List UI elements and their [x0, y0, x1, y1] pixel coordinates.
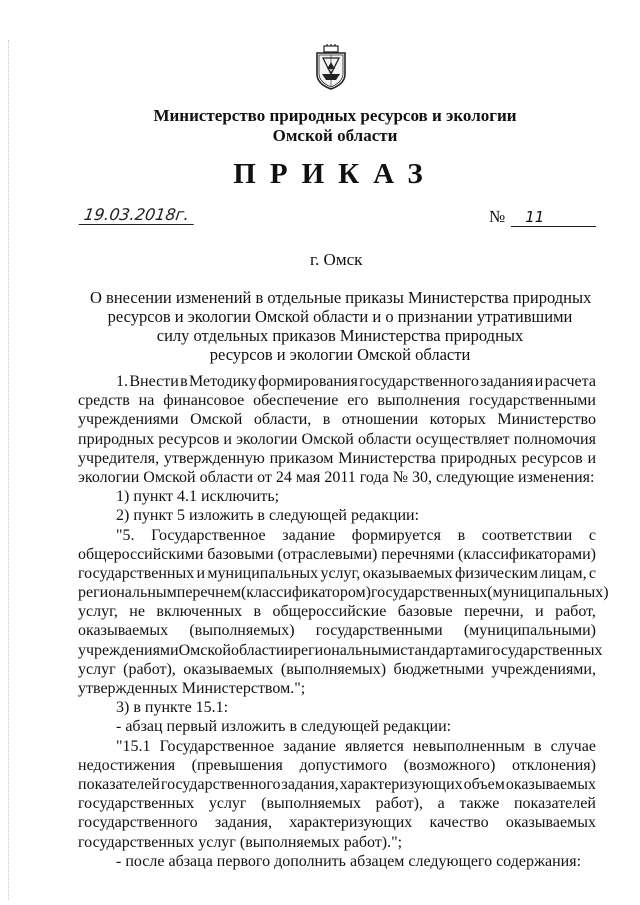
- body-word: и: [534, 373, 544, 390]
- body-word: "15.1: [116, 737, 151, 755]
- body-word: (выполняемых: [261, 795, 361, 813]
- subject-line: силу отдельных приказов Министерства природных: [156, 326, 524, 345]
- body-word: перечнями: [381, 545, 455, 563]
- body-word: 2) пункт 5 изложить в следующей редакции:: [116, 507, 420, 525]
- body-word: региональными: [292, 641, 401, 659]
- document-type-title: ПРИКАЗ: [233, 158, 437, 190]
- body-word: - абзац первый изложить в следующей редакции:: [116, 718, 452, 736]
- body-word: является: [345, 737, 404, 755]
- body-word: приказом: [269, 449, 334, 467]
- body-word: формирования: [258, 373, 358, 390]
- body-word: утвержденных Министерством.";: [78, 680, 306, 697]
- body-word: случае: [550, 737, 596, 755]
- body-word: Омской: [301, 430, 354, 448]
- document-subject: [90, 288, 590, 364]
- body-word: невыполненным: [412, 737, 525, 755]
- body-line: [78, 564, 596, 583]
- body-word: с: [588, 564, 596, 582]
- body-word: (классификатором): [240, 584, 371, 602]
- body-line: [78, 506, 596, 525]
- body-word: задания,: [281, 775, 339, 793]
- body-word: и: [284, 641, 293, 659]
- body-line: [78, 526, 596, 545]
- scan-margin-dots: [8, 40, 11, 900]
- body-word: осуществляет: [415, 430, 510, 448]
- body-word: объем: [463, 775, 505, 793]
- body-word: с: [588, 526, 596, 544]
- body-word: и: [223, 430, 232, 448]
- document-body: [78, 372, 609, 871]
- body-line: [78, 410, 596, 429]
- body-line: [78, 698, 596, 717]
- body-word: оказываемых: [505, 814, 596, 832]
- body-word: обеспечение: [253, 392, 339, 410]
- body-word: в: [253, 603, 262, 621]
- body-word: соответствии: [481, 526, 573, 544]
- body-word: 3) в пункте 15.1:: [116, 699, 229, 717]
- body-word: (выполняемых): [189, 622, 295, 640]
- city-name: г. Омск: [310, 250, 363, 269]
- body-word: (выполняемых): [280, 660, 387, 678]
- body-word: качество: [429, 814, 489, 832]
- body-word: государственных: [370, 584, 488, 602]
- body-word: Внести: [129, 373, 179, 390]
- subject-line: О внесении изменений в отдельные приказы Министерства природных: [90, 288, 592, 307]
- body-word: допустимого: [299, 756, 388, 774]
- body-word: задания: [480, 373, 534, 390]
- body-word: бюджетными: [393, 660, 484, 678]
- body-line: [78, 487, 596, 506]
- body-word: природных: [440, 449, 517, 467]
- body-word: а: [437, 795, 445, 813]
- body-line: [78, 449, 596, 468]
- omsk-coat-of-arms-icon: [314, 44, 348, 90]
- body-word: Министерство: [497, 411, 596, 429]
- body-word: задание: [282, 526, 336, 544]
- body-word: учредителя,: [78, 449, 160, 467]
- body-line: [78, 545, 596, 564]
- body-word: показателей: [78, 775, 160, 793]
- body-word: базовые: [397, 603, 453, 621]
- body-word: утвержденную: [163, 449, 265, 467]
- body-word: государственных: [78, 564, 195, 582]
- body-word: лицам,: [540, 564, 587, 582]
- body-word: Омской: [190, 411, 243, 429]
- body-word: также: [459, 795, 500, 813]
- body-line: [78, 813, 596, 832]
- body-word: показателей: [513, 795, 596, 813]
- body-word: региональным: [78, 584, 177, 602]
- document-number-field: [489, 207, 596, 227]
- body-word: ресурсов: [158, 430, 220, 448]
- body-word: Государственное: [151, 526, 266, 544]
- body-word: государственными: [469, 392, 596, 410]
- body-word: "5.: [116, 526, 135, 544]
- body-word: задание: [283, 737, 336, 755]
- body-word: экологии Омской области от 24 мая 2011 года № 30, следующие изменения:: [78, 468, 595, 486]
- body-line: [78, 602, 596, 621]
- document-number: 11: [511, 208, 596, 227]
- body-word: (возможного): [403, 756, 496, 774]
- body-word: 1) пункт 4.1 исключить;: [116, 488, 280, 506]
- body-word: (муниципальными): [463, 622, 596, 640]
- body-word: Омской: [178, 641, 231, 659]
- body-word: Методику: [189, 373, 257, 390]
- body-word: в: [457, 526, 466, 544]
- body-word: на: [138, 392, 155, 410]
- body-word: стандартами: [400, 641, 487, 659]
- body-word: средств: [78, 392, 130, 410]
- body-word: работ,: [555, 603, 596, 621]
- body-word: его: [347, 392, 369, 410]
- body-word: и: [587, 449, 596, 467]
- body-word: отклонения): [511, 756, 596, 774]
- body-word: физическим: [455, 564, 538, 582]
- body-word: выполнения: [377, 392, 461, 410]
- body-word: - после абзаца первого дополнить абзацем следующего содержания:: [116, 852, 582, 870]
- body-word: (классификаторами): [457, 545, 596, 563]
- body-word: задания,: [214, 814, 273, 832]
- body-line: [78, 737, 596, 756]
- body-word: (отраслевыми): [277, 545, 378, 563]
- body-word: в: [533, 737, 542, 755]
- body-word: государственных: [78, 795, 195, 813]
- body-word: государственного: [160, 775, 281, 793]
- body-line: [78, 641, 603, 660]
- body-word: базовыми: [207, 545, 274, 563]
- body-word: недостижения: [78, 756, 176, 774]
- body-word: финансовое: [163, 392, 245, 410]
- body-word: Министерства: [338, 449, 436, 467]
- body-line: [78, 372, 596, 391]
- body-word: оказываемых: [183, 660, 274, 678]
- body-word: перечнем: [176, 584, 241, 602]
- body-word: 1.: [116, 373, 128, 390]
- body-line: [78, 852, 596, 871]
- body-line: [78, 468, 596, 487]
- body-word: в: [322, 411, 331, 429]
- body-word: услуг: [208, 795, 247, 813]
- body-word: работ),: [375, 795, 423, 813]
- body-word: характеризующих: [289, 814, 413, 832]
- body-word: расчета: [544, 373, 596, 390]
- body-line: [78, 621, 596, 640]
- body-line: [78, 660, 596, 679]
- body-word: не: [129, 603, 145, 621]
- body-line: [78, 679, 596, 698]
- body-line: [78, 775, 596, 794]
- body-word: учреждениями: [78, 411, 179, 429]
- body-line: [78, 430, 596, 449]
- body-line: [78, 833, 596, 852]
- subject-line: ресурсов и экологии Омской области: [209, 345, 471, 364]
- ministry-name-line2: Омской области: [272, 126, 398, 145]
- body-word: государственного: [78, 814, 198, 832]
- body-line: [78, 794, 596, 813]
- body-word: и: [196, 564, 206, 582]
- body-word: оказываемых: [362, 564, 453, 582]
- body-word: перечни,: [464, 603, 524, 621]
- body-word: области,: [253, 411, 312, 429]
- body-word: и: [535, 603, 544, 621]
- body-word: области: [230, 641, 285, 659]
- body-word: общероссийские: [272, 603, 387, 621]
- document-date: 19.03.2018г.: [79, 205, 197, 225]
- body-word: природных: [78, 430, 155, 448]
- body-word: услуг: [78, 660, 116, 678]
- body-word: которых: [429, 411, 486, 429]
- body-word: государственными: [315, 622, 443, 640]
- body-word: отношении: [341, 411, 419, 429]
- body-word: государственных услуг (выполняемых работ).";: [78, 833, 403, 851]
- body-word: ресурсов: [521, 449, 583, 467]
- body-word: учреждениями,: [491, 660, 596, 678]
- body-word: муниципальных: [207, 564, 319, 582]
- body-word: Государственное: [159, 737, 275, 755]
- body-word: оказываемых: [505, 775, 596, 793]
- body-word: области: [357, 430, 412, 448]
- body-word: услуг,: [320, 564, 361, 582]
- body-word: (муниципальных): [487, 584, 609, 602]
- body-word: государственных: [486, 641, 603, 659]
- body-line: [78, 391, 596, 410]
- body-word: полномочия: [513, 430, 596, 448]
- body-line: [78, 583, 609, 602]
- body-word: (превышения: [191, 756, 283, 774]
- body-word: включенных: [156, 603, 243, 621]
- body-word: общероссийскими: [78, 545, 204, 563]
- body-word: формируется: [351, 526, 441, 544]
- ministry-name-line1: Министерство природных ресурсов и экологии: [153, 106, 517, 125]
- body-word: услуг,: [78, 603, 118, 621]
- body-word: учреждениями: [78, 641, 179, 659]
- body-word: оказываемых: [78, 622, 169, 640]
- subject-line: ресурсов и экологии Омской области и о признании утратившими: [107, 307, 573, 326]
- body-line: [78, 756, 596, 775]
- body-word: экологии: [236, 430, 298, 448]
- body-word: государственного: [359, 373, 479, 390]
- body-word: в: [180, 373, 188, 390]
- number-sign: №: [489, 207, 506, 226]
- body-word: (работ),: [123, 660, 176, 678]
- body-line: [78, 717, 596, 736]
- body-word: характеризующих: [339, 775, 463, 793]
